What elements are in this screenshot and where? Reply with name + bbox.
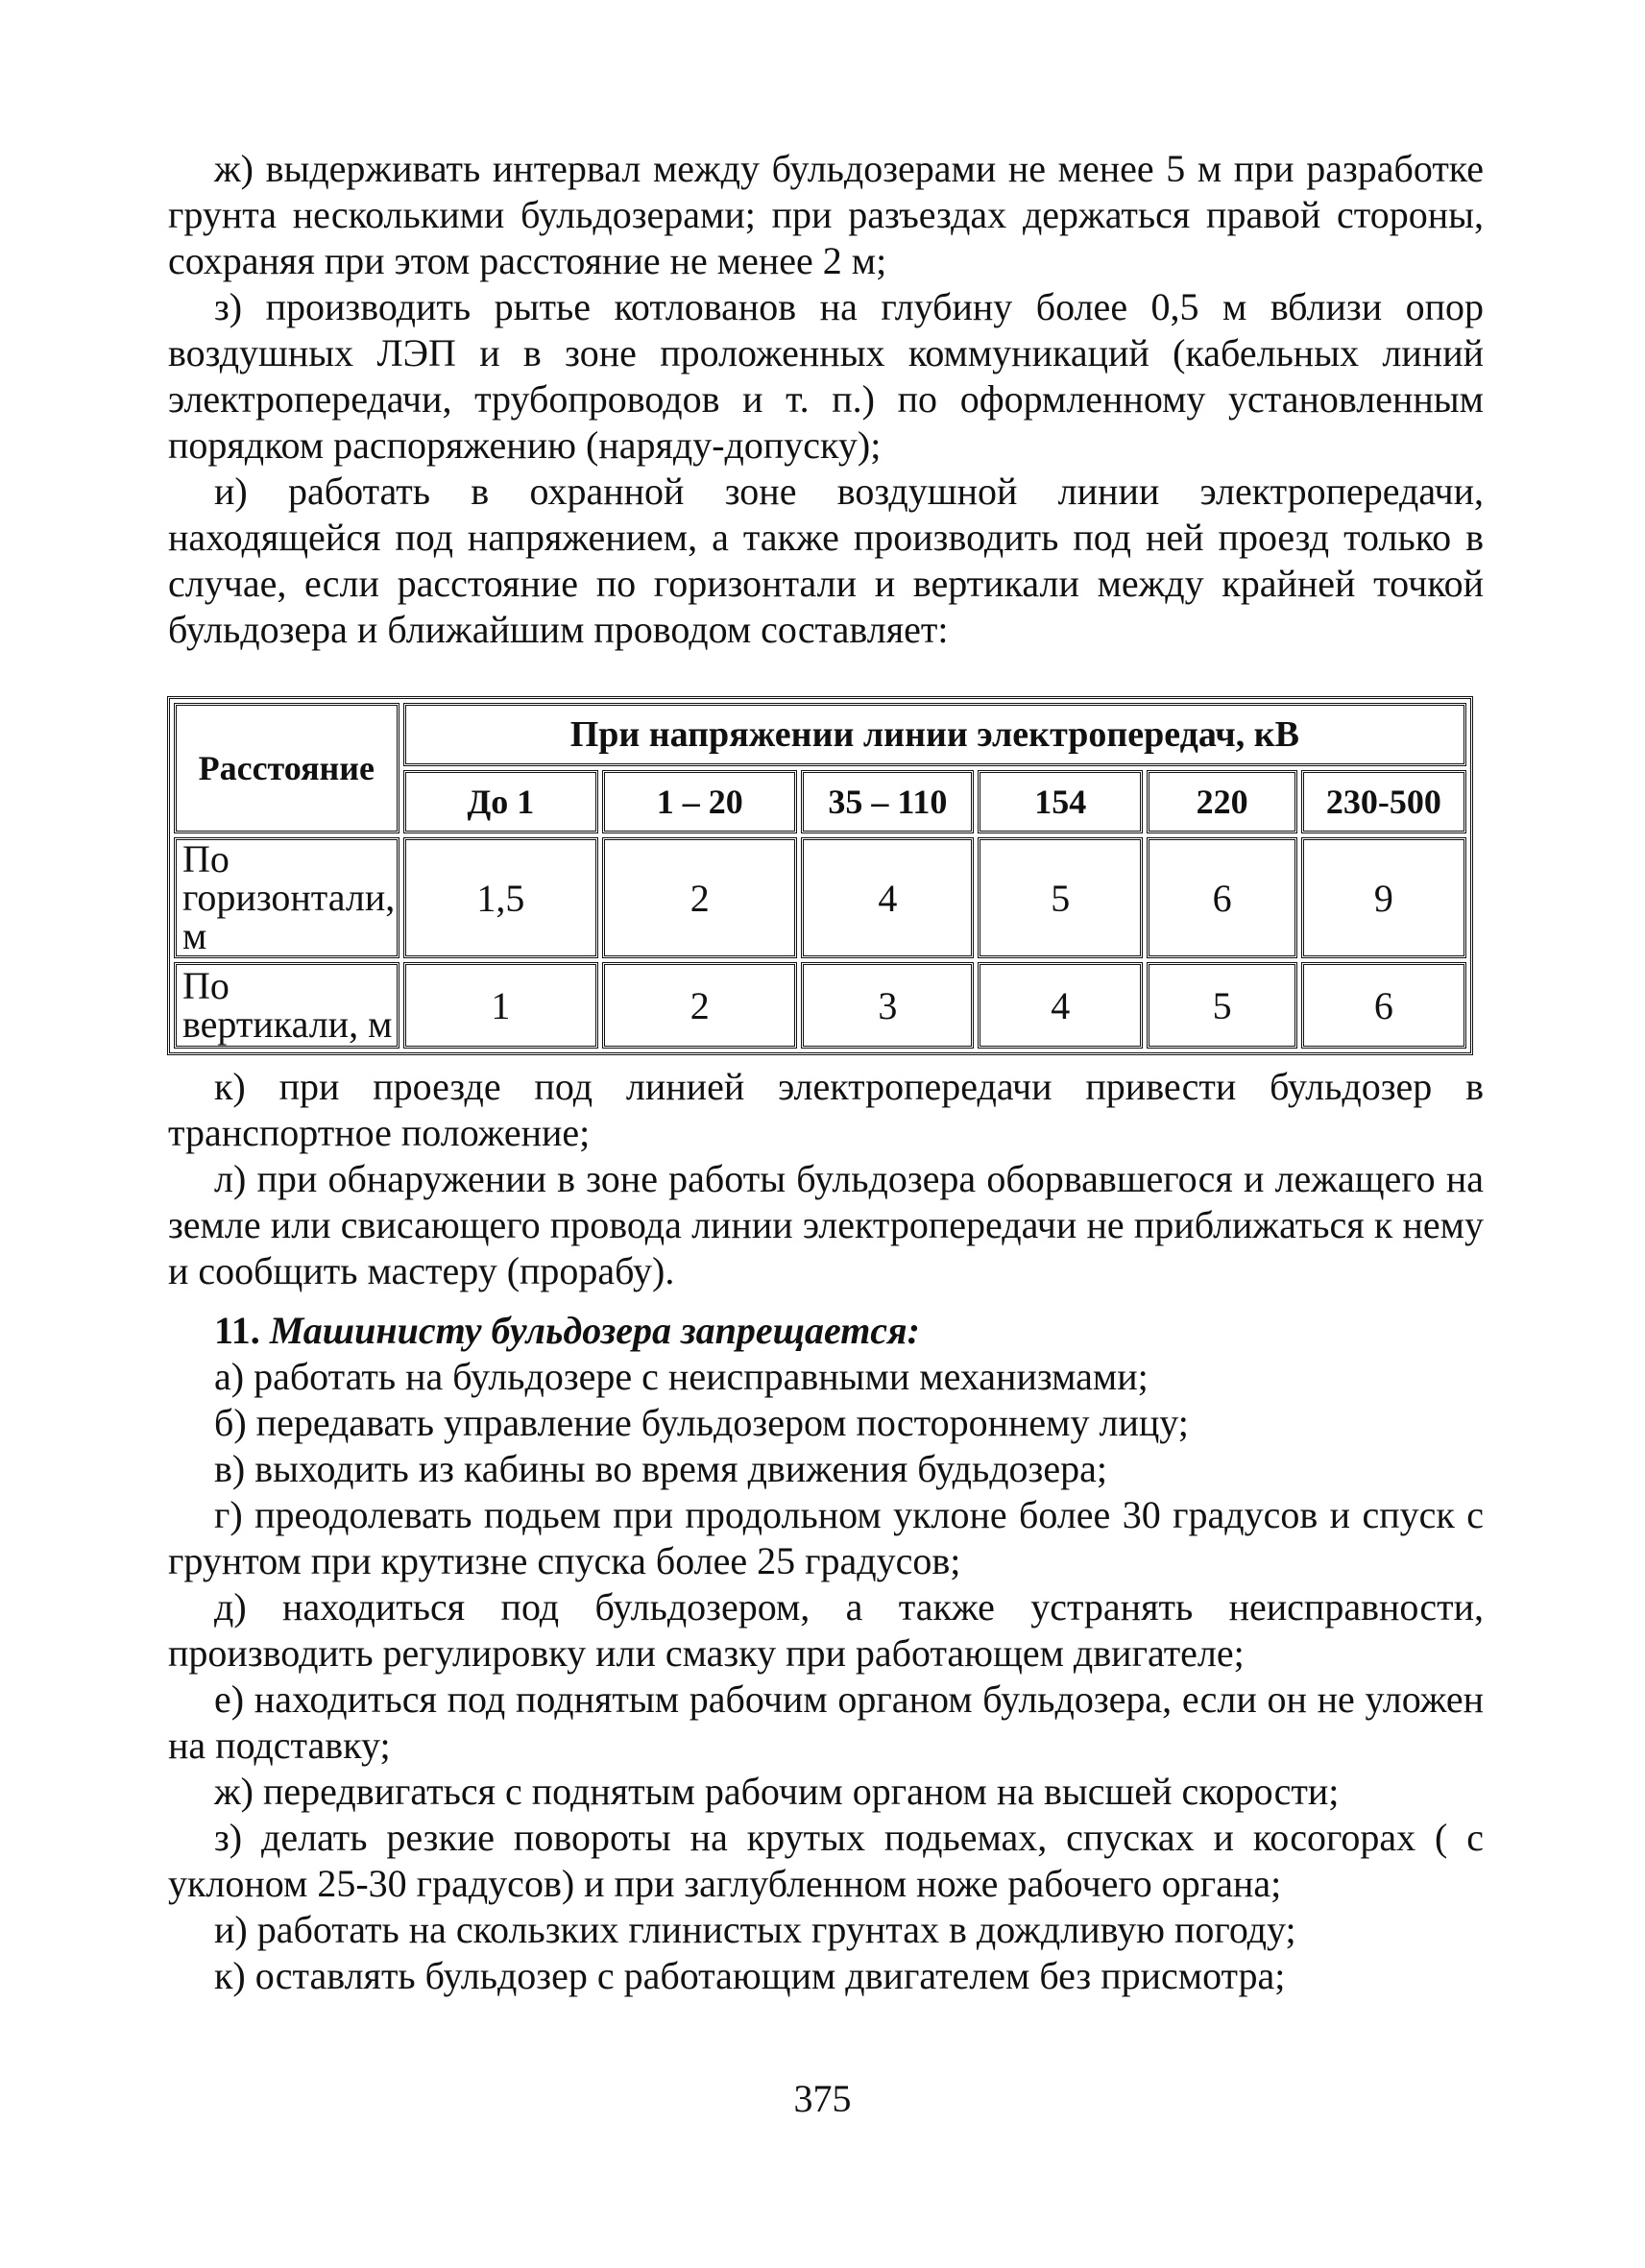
paragraph-l: л) при обнаружении в зоне работы бульдозера оборвавшегося и лежащего на земле или свисающего провода линии электропередачи не приближаться к нему и сообщить мастеру (прорабу). <box>168 1157 1484 1292</box>
list-item: з) делать резкие повороты на крутых подьемах, спусках и косогорах ( с уклоном 25-30 градусов) и при заглубленном ноже рабочего органа; <box>168 1816 1484 1905</box>
table-cell: 2 <box>602 837 797 958</box>
list-item: б) передавать управление бульдозером постороннему лицу; <box>214 1401 1189 1444</box>
table-cell: 6 <box>1301 962 1466 1049</box>
section-title: Машинисту бульдозера запрещается: <box>269 1309 920 1352</box>
paragraph-k: к) при проезде под линией электропередачи привести бульдозер в транспортное положение; <box>168 1065 1484 1154</box>
list-item: в) выходить из кабины во время движения будьдозера; <box>214 1447 1107 1490</box>
paragraph-zh: ж) выдерживать интервал между бульдозерами не менее 5 м при разработке грунта несколькими бульдозерами; при разъездах держаться правой стороны, сохраняя при этом расстояние не менее 2 м; <box>168 147 1484 282</box>
column-header: 35 – 110 <box>801 770 974 833</box>
list-item: и) работать на скользких глинистых грунтах в дождливую погоду; <box>214 1908 1296 1951</box>
column-header: 1 – 20 <box>602 770 797 833</box>
table-row <box>174 962 1466 1049</box>
table-cell: 4 <box>978 962 1143 1049</box>
column-header: До 1 <box>403 770 598 833</box>
table-cell: 3 <box>801 962 974 1049</box>
voltage-span-header: При напряжении линии электропередач, кВ <box>403 703 1466 766</box>
paragraph-z: з) производить рытье котлованов на глубину более 0,5 м вблизи опор воздушных ЛЭП и в зоне проложенных коммуникаций (кабельных линий электропередачи, трубопроводов и т. п.) по оформленному установленным порядком распоряжению (наряду-допуску); <box>168 285 1484 467</box>
bottom-text-block <box>168 1064 1484 1999</box>
column-header: 230-500 <box>1301 770 1466 833</box>
corner-header: Расстояние <box>174 703 399 833</box>
paragraph-i: и) работать в охранной зоне воздушной линии электропередачи, находящейся под напряжением, а также производить под ней проезд только в случае, если расстояние по горизонтали и вертикали между крайней точкой бульдозера и ближайшим проводом составляет: <box>168 470 1484 651</box>
table-cell: 5 <box>1147 962 1296 1049</box>
list-item: г) преодолевать подьем при продольном уклоне более 30 градусов и спуск с грунтом при крутизне спуска более 25 градусов; <box>168 1493 1484 1582</box>
section-number: 11. <box>214 1309 260 1352</box>
column-header: 154 <box>978 770 1143 833</box>
page-number: 375 <box>793 2077 852 2120</box>
section-heading <box>168 1308 1484 1354</box>
table-cell: 9 <box>1301 837 1466 958</box>
list-item: е) находиться под поднятым рабочим органом бульдозера, если он не уложен на подставку; <box>168 1677 1484 1767</box>
table-cell: 5 <box>978 837 1143 958</box>
table-cell: 6 <box>1147 837 1296 958</box>
spacer <box>168 1294 1484 1308</box>
list-item: ж) передвигаться с поднятым рабочим органом на высшей скорости; <box>214 1770 1340 1813</box>
table-cell: 1 <box>403 962 598 1049</box>
table-cell: 2 <box>602 962 797 1049</box>
table-cell: 1,5 <box>403 837 598 958</box>
table-row <box>174 837 1466 958</box>
row-label: По вертикали, м <box>174 962 399 1049</box>
top-text-block <box>168 146 1484 653</box>
list-item: к) оставлять бульдозер с работающим двигателем без присмотра; <box>214 1954 1286 1997</box>
list-item: а) работать на бульдозере с неисправными механизмами; <box>214 1355 1149 1398</box>
column-header: 220 <box>1147 770 1296 833</box>
distance-table-wrapper <box>167 696 1473 1055</box>
distance-table <box>167 696 1473 1055</box>
row-label: По горизонтали, м <box>174 837 399 958</box>
list-item: д) находиться под бульдозером, а также устранять неисправности, производить регулировку или смазку при работающем двигателе; <box>168 1585 1484 1675</box>
table-cell: 4 <box>801 837 974 958</box>
